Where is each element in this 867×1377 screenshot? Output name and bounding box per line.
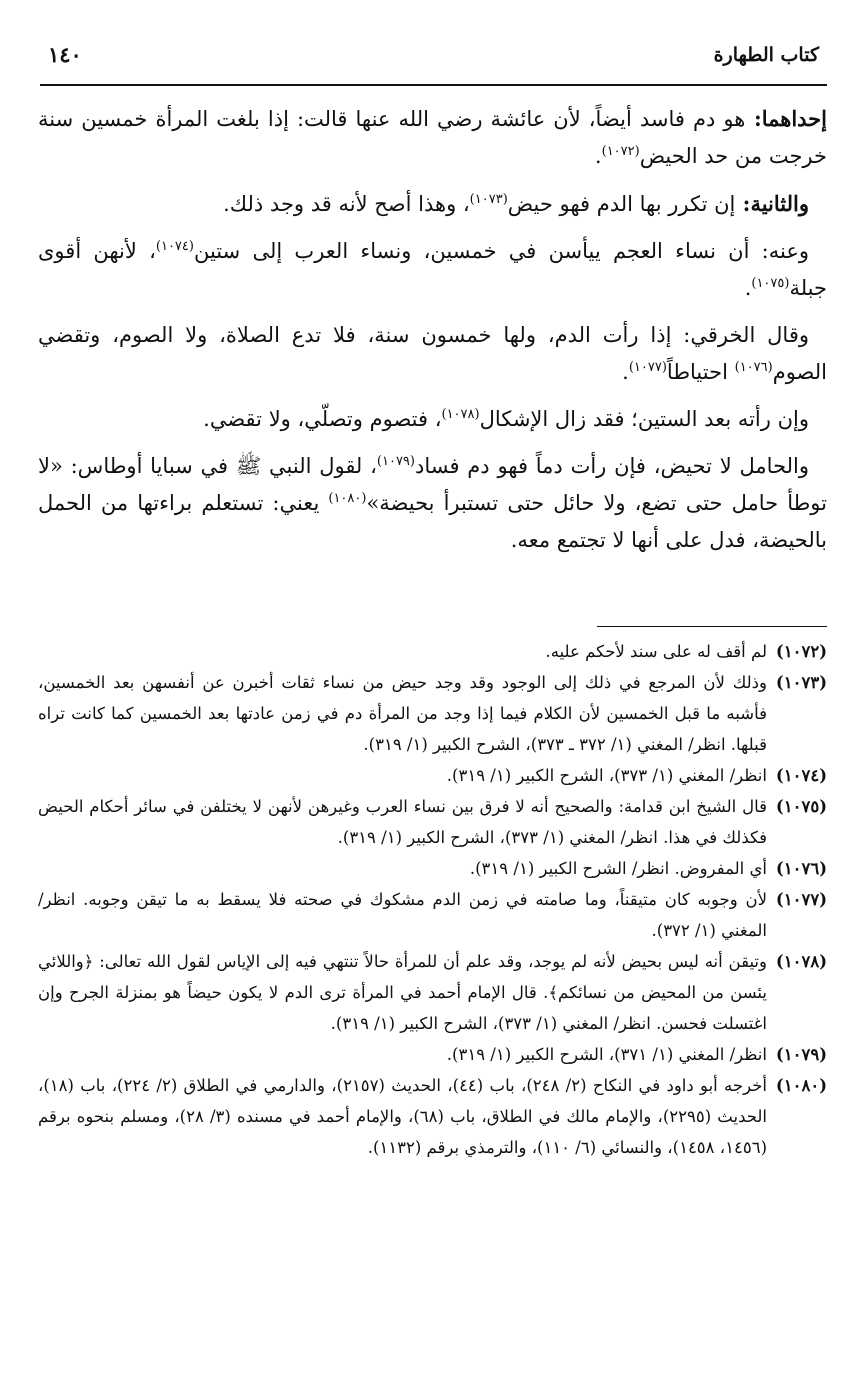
chapter-title: كتاب الطهارة (713, 44, 819, 66)
paragraph-text: هو دم فاسد أيضاً، لأن عائشة رضي الله عنها قالت: إذا بلغت المرأة خمسين سنة خرجت من حد الحيض (38, 107, 827, 168)
footnote-ref: (١٠٧٥) (751, 276, 790, 291)
footnote-number: (١٠٧٣) (775, 673, 827, 692)
footnote (38, 760, 827, 791)
paragraph-tail: ، لأنهن أقوى جبلة (38, 239, 827, 300)
footnote-ref: (١٠٧٤) (155, 239, 194, 254)
paragraph-tail: . (622, 360, 629, 384)
paragraph-text: وعنه: أن نساء العجم ييأسن في خمسين، ونساء العرب إلى ستين (193, 239, 809, 263)
paragraph-lead: إحداهما: (745, 106, 827, 131)
footnote-number: (١٠٧٢) (775, 642, 827, 661)
footnote-ref: (١٠٧٩) (376, 454, 415, 469)
paragraph-lead: والثانية: (735, 191, 809, 216)
paragraph (38, 401, 827, 438)
footnote-text: وتيقن أنه ليس بحيض لأنه لم يوجد، وقد علم أن للمرأة حالاً تنتهي فيه إلى الإياس لقول الله تعالى: ﴿واللائي يئسن من المحيض من نسائكم﴾. قال الإمام أحمد في المرأة ترى الدم لا يكون حيضاً هو بمنزلة الجرح وإن اغتسلت فحسن. انظر/ المغني (١/ ٣٧٣)، الشرح الكبير (١/ ٣١٩). (38, 952, 767, 1033)
paragraph (38, 185, 827, 223)
paragraph-text: وإن رأته بعد الستين؛ فقد زال الإشكال (479, 407, 809, 431)
footnote-text: انظر/ المغني (١/ ٣٧٣)، الشرح الكبير (١/ ٣١٩). (446, 766, 767, 785)
footnote-text: قال الشيخ ابن قدامة: والصحيح أنه لا فرق بين نساء العرب وغيرهن لأنهن لا يختلفن في سائر أحكام الحيض فكذلك في هذا. انظر/ المغني (١/ ٣٧٣)، الشرح الكبير (١/ ٣١٩). (38, 797, 767, 847)
paragraph-tail: ، وهذا أصح لأنه قد وجد ذلك. (223, 192, 470, 216)
footnote-ref: (١٠٧٧) (628, 360, 667, 375)
footnote-number: (١٠٧٧) (775, 890, 827, 909)
footnote-number: (١٠٨٠) (775, 1076, 827, 1095)
main-text (38, 100, 827, 569)
footnote (38, 1070, 827, 1163)
footnote (38, 791, 827, 853)
paragraph (38, 317, 827, 391)
page-number: ١٤٠ (48, 42, 82, 67)
footnote-text: وذلك لأن المرجع في ذلك إلى الوجود وقد وجد حيض من نساء ثقات أخبرن عن أنفسهن بعد الخمسين، فأشبه ما قبل الخمسين لأن الكلام فيما إذا وجد من المرأة دم في زمن عادتها بعد الخمسين كما كانت تراه قبلها. انظر/ المغني (١/ ٣٧٢ ـ ٣٧٣)، الشرح الكبير (١/ ٣١٩). (38, 673, 767, 754)
footnote-ref: (١٠٨٠) (328, 491, 367, 506)
footnote (38, 667, 827, 760)
footnote (38, 946, 827, 1039)
footnote-text: انظر/ المغني (١/ ٣٧١)، الشرح الكبير (١/ ٣١٩). (446, 1045, 767, 1064)
footnote-number: (١٠٧٤) (775, 766, 827, 785)
footnote-number: (١٠٧٨) (775, 952, 827, 971)
paragraph (38, 233, 827, 307)
footnote-ref: (١٠٧٦) (734, 360, 773, 375)
paragraph-tail: . (594, 144, 602, 168)
paragraph (38, 100, 827, 175)
footnote (38, 884, 827, 946)
paragraph-tail: احتياطاً (666, 360, 735, 384)
footnote (38, 853, 827, 884)
paragraph-tail: يعني: تستعلم براءتها من الحمل بالحيضة، فدل على أنها لا تجتمع معه. (38, 491, 827, 552)
footnote-number: (١٠٧٦) (775, 859, 827, 878)
footnote-ref: (١٠٧٣) (469, 192, 508, 207)
page-header (40, 38, 827, 86)
paragraph-text: وقال الخرقي: إذا رأت الدم، ولها خمسون سنة، فلا تدع الصلاة، ولا الصوم، وتقضي الصوم (38, 323, 827, 384)
paragraph-text: والحامل لا تحيض، فإن رأت دماً فهو دم فساد (415, 454, 809, 478)
paragraph-tail: ، فتصوم وتصلّي، ولا تقضي. (203, 407, 442, 431)
paragraph-tail: ، لقول النبي ﷺ في سبايا أوطاس: «لا توطأ حامل حتى تضع، ولا حائل حتى تستبرأ بحيضة» (38, 454, 827, 515)
paragraph-text: إن تكرر بها الدم فهو حيض (507, 192, 736, 216)
footnote-text: لم أقف له على سند لأحكم عليه. (545, 642, 767, 661)
footnote-text: أي المفروض. انظر/ الشرح الكبير (١/ ٣١٩). (469, 859, 767, 878)
footnote-text: أخرجه أبو داود في النكاح (٢/ ٢٤٨)، باب (٤٤)، الحديث (٢١٥٧)، والدارمي في الطلاق (٢/ ٢٢٤)، باب (١٨)، الحديث (٢٢٩٥)، والإمام مالك في الطلاق، باب (٦٨)، والإمام أحمد في مسنده (٣/ ٢٨)، ومسلم بنحوه برقم (١٤٥٦، ١٤٥٨)، والنسائي (٦/ ١١٠)، والترمذي برقم (١١٣٢). (38, 1076, 768, 1157)
footnote-separator (597, 626, 827, 627)
footnote-number: (١٠٧٥) (775, 797, 827, 816)
footnote (38, 1039, 827, 1070)
footnote (38, 636, 827, 667)
footnotes (38, 636, 827, 1163)
footnote-ref: (١٠٧٢) (601, 144, 640, 159)
footnote-number: (١٠٧٩) (775, 1045, 827, 1064)
paragraph-tail: . (744, 276, 752, 300)
paragraph (38, 448, 827, 559)
footnote-text: لأن وجوبه كان متيقناً، وما صامته في زمن الدم مشكوك في صحته فلا يسقط به ما تيقن وجوبه. انظر/ المغني (١/ ٣٧٢). (38, 890, 767, 940)
footnote-ref: (١٠٧٨) (441, 407, 480, 422)
